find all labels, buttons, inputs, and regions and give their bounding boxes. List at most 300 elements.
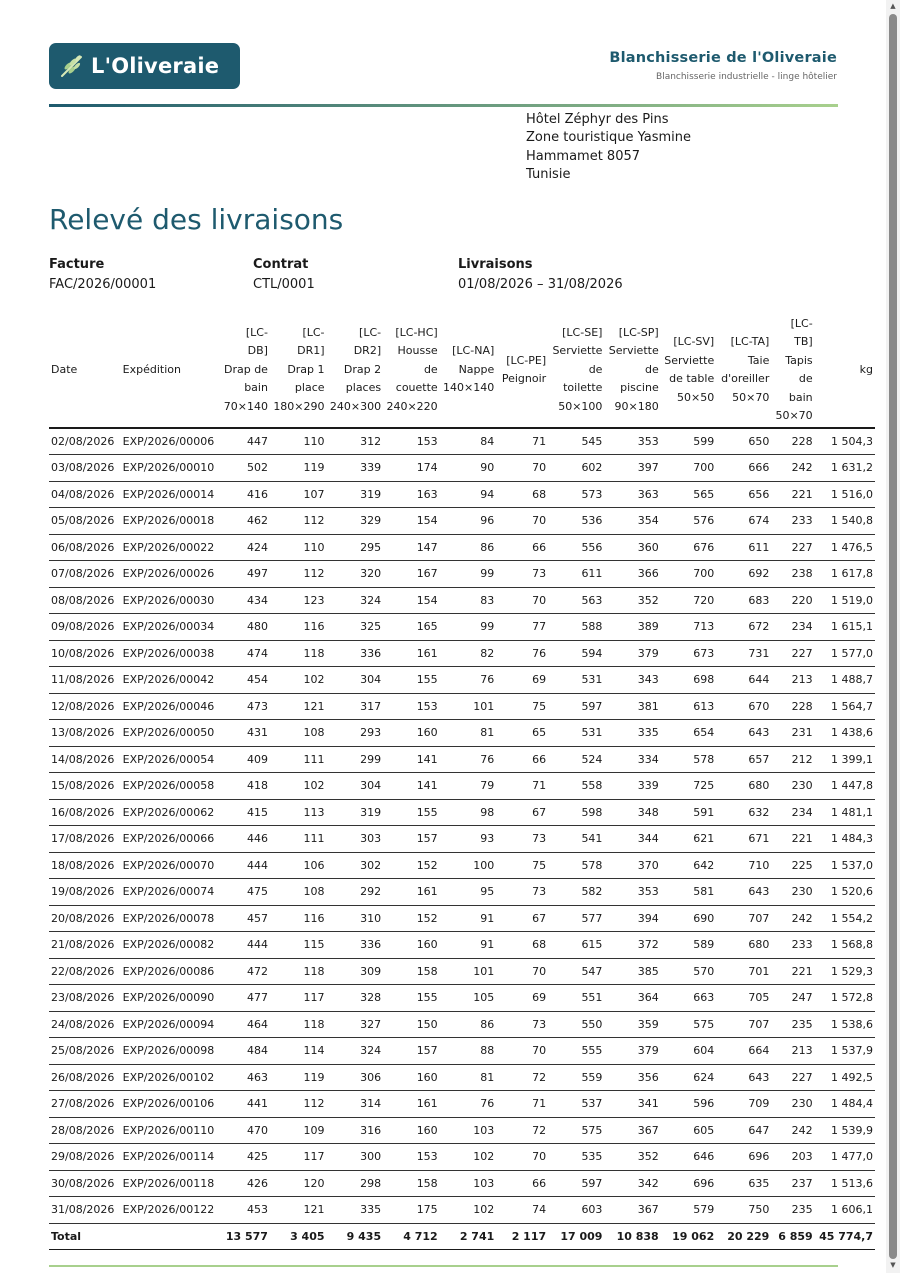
table-cell: 692 <box>716 561 771 588</box>
table-cell: 328 <box>327 985 384 1012</box>
table-cell: 152 <box>383 852 440 879</box>
table-cell: 221 <box>771 958 814 985</box>
table-cell: 09/08/2026 <box>49 614 121 641</box>
table-cell: 147 <box>383 534 440 561</box>
table-cell: 367 <box>604 1117 660 1144</box>
table-cell: 611 <box>548 561 604 588</box>
table-row <box>49 879 875 906</box>
table-cell: 117 <box>270 985 327 1012</box>
table-cell: 615 <box>548 932 604 959</box>
table-cell: 121 <box>270 1197 327 1224</box>
table-cell: 709 <box>716 1091 771 1118</box>
total-cell: 19 062 <box>661 1223 717 1250</box>
table-row <box>49 720 875 747</box>
table-cell: 18/08/2026 <box>49 852 121 879</box>
contrat-value: CTL/0001 <box>253 277 315 292</box>
livraisons-value: 01/08/2026 – 31/08/2026 <box>458 277 623 292</box>
table-cell: 86 <box>440 1011 497 1038</box>
livraisons-label: Livraisons <box>458 257 533 272</box>
table-cell: 394 <box>604 905 660 932</box>
table-cell: 103 <box>440 1170 497 1197</box>
table-cell: 76 <box>440 667 497 694</box>
table-cell: 77 <box>496 614 548 641</box>
table-row <box>49 667 875 694</box>
page-title: Relevé des livraisons <box>49 203 344 236</box>
table-cell: 1 484,3 <box>815 826 875 853</box>
scroll-down-arrow-icon[interactable]: ▼ <box>890 1261 896 1269</box>
total-cell <box>121 1223 221 1250</box>
table-cell: 100 <box>440 852 497 879</box>
table-cell: 304 <box>327 773 384 800</box>
column-header-line: 50×70 <box>732 390 770 404</box>
table-cell: 98 <box>440 799 497 826</box>
table-cell: 707 <box>716 905 771 932</box>
table-cell: 76 <box>496 640 548 667</box>
table-cell: 700 <box>661 561 717 588</box>
table-cell: 473 <box>220 693 270 720</box>
recipient-name: Hôtel Zéphyr des Pins <box>526 112 669 127</box>
column-header-line: couette <box>395 381 438 395</box>
table-cell: EXP/2026/00106 <box>121 1091 221 1118</box>
table-cell: 602 <box>548 455 604 482</box>
table-cell: 720 <box>661 587 717 614</box>
table-cell: 120 <box>270 1170 327 1197</box>
table-cell: 643 <box>716 1064 771 1091</box>
table-cell: 464 <box>220 1011 270 1038</box>
table-cell: 75 <box>496 693 548 720</box>
table-cell: 462 <box>220 508 270 535</box>
table-cell: 385 <box>604 958 660 985</box>
table-cell: 157 <box>383 826 440 853</box>
table-cell: 1 516,0 <box>815 481 875 508</box>
table-cell: 72 <box>496 1064 548 1091</box>
table-cell: 348 <box>604 799 660 826</box>
table-cell: 103 <box>440 1117 497 1144</box>
table-cell: 698 <box>661 667 717 694</box>
table-cell: 611 <box>716 534 771 561</box>
table-cell: 303 <box>327 826 384 853</box>
table-cell: EXP/2026/00026 <box>121 561 221 588</box>
table-cell: 599 <box>661 428 717 455</box>
table-cell: 160 <box>383 1064 440 1091</box>
table-cell: 672 <box>716 614 771 641</box>
table-cell: 360 <box>604 534 660 561</box>
table-row <box>49 614 875 641</box>
table-cell: 74 <box>496 1197 548 1224</box>
table-row <box>49 799 875 826</box>
table-cell: 70 <box>496 958 548 985</box>
table-cell: 1 564,7 <box>815 693 875 720</box>
table-cell: 12/08/2026 <box>49 693 121 720</box>
table-cell: 497 <box>220 561 270 588</box>
total-cell: 45 774,7 <box>815 1223 875 1250</box>
column-header <box>49 313 121 428</box>
table-row <box>49 1144 875 1171</box>
table-cell: EXP/2026/00022 <box>121 534 221 561</box>
table-cell: 480 <box>220 614 270 641</box>
table-cell: 221 <box>771 481 814 508</box>
table-cell: 247 <box>771 985 814 1012</box>
table-row <box>49 905 875 932</box>
table-cell: 453 <box>220 1197 270 1224</box>
table-cell: 101 <box>440 958 497 985</box>
table-cell: 541 <box>548 826 604 853</box>
table-cell: 314 <box>327 1091 384 1118</box>
table-cell: 102 <box>440 1144 497 1171</box>
table-cell: 409 <box>220 746 270 773</box>
table-cell: 227 <box>771 534 814 561</box>
table-cell: 646 <box>661 1144 717 1171</box>
table-cell: 73 <box>496 561 548 588</box>
table-cell: 1 520,6 <box>815 879 875 906</box>
table-cell: 312 <box>327 428 384 455</box>
table-cell: 418 <box>220 773 270 800</box>
table-cell: 1 504,3 <box>815 428 875 455</box>
table-cell: 118 <box>270 958 327 985</box>
table-cell: 230 <box>771 1091 814 1118</box>
table-cell: 119 <box>270 1064 327 1091</box>
table-cell: EXP/2026/00070 <box>121 852 221 879</box>
table-row <box>49 1091 875 1118</box>
table-cell: 11/08/2026 <box>49 667 121 694</box>
table-cell: 696 <box>716 1144 771 1171</box>
table-cell: 550 <box>548 1011 604 1038</box>
table-cell: 531 <box>548 720 604 747</box>
table-cell: 1 519,0 <box>815 587 875 614</box>
table-cell: 02/08/2026 <box>49 428 121 455</box>
table-cell: 227 <box>771 1064 814 1091</box>
table-cell: 596 <box>661 1091 717 1118</box>
table-cell: 235 <box>771 1197 814 1224</box>
table-cell: 334 <box>604 746 660 773</box>
column-header-line: toilette <box>563 381 603 395</box>
scroll-up-arrow-icon[interactable]: ▲ <box>890 2 896 10</box>
table-cell: 69 <box>496 985 548 1012</box>
table-cell: 76 <box>440 746 497 773</box>
table-cell: 228 <box>771 693 814 720</box>
table-cell: 76 <box>440 1091 497 1118</box>
table-cell: EXP/2026/00086 <box>121 958 221 985</box>
table-cell: 22/08/2026 <box>49 958 121 985</box>
table-cell: 327 <box>327 1011 384 1038</box>
table-cell: 1 537,0 <box>815 852 875 879</box>
table-cell: 356 <box>604 1064 660 1091</box>
table-cell: 555 <box>548 1038 604 1065</box>
table-cell: 81 <box>440 720 497 747</box>
table-cell: 558 <box>548 773 604 800</box>
contrat-label: Contrat <box>253 257 309 272</box>
table-cell: 242 <box>771 455 814 482</box>
table-cell: 339 <box>327 455 384 482</box>
table-cell: 576 <box>661 508 717 535</box>
table-cell: 674 <box>716 508 771 535</box>
company-name: Blanchisserie de l'Oliveraie <box>609 50 837 66</box>
table-cell: 379 <box>604 640 660 667</box>
table-cell: EXP/2026/00034 <box>121 614 221 641</box>
table-cell: 99 <box>440 561 497 588</box>
table-cell: 117 <box>270 1144 327 1171</box>
column-header-line: Nappe <box>458 362 495 376</box>
table-row <box>49 1117 875 1144</box>
column-header-line: [LC- <box>790 316 813 330</box>
table-cell: 454 <box>220 667 270 694</box>
table-cell: EXP/2026/00082 <box>121 932 221 959</box>
table-cell: 589 <box>661 932 717 959</box>
olive-branch-icon <box>59 53 85 79</box>
table-cell: 1 606,1 <box>815 1197 875 1224</box>
table-cell: 591 <box>661 799 717 826</box>
table-cell: 353 <box>604 428 660 455</box>
table-cell: 650 <box>716 428 771 455</box>
table-cell: 93 <box>440 826 497 853</box>
table-cell: 160 <box>383 1117 440 1144</box>
total-cell: 2 741 <box>440 1223 497 1250</box>
table-cell: 29/08/2026 <box>49 1144 121 1171</box>
table-cell: 69 <box>496 667 548 694</box>
table-cell: EXP/2026/00102 <box>121 1064 221 1091</box>
facture-value: FAC/2026/00001 <box>49 277 157 292</box>
column-header-line: Serviette <box>552 344 603 358</box>
table-cell: 1 537,9 <box>815 1038 875 1065</box>
column-header <box>661 313 717 428</box>
table-cell: 359 <box>604 1011 660 1038</box>
table-cell: 66 <box>496 534 548 561</box>
table-row <box>49 640 875 667</box>
meta-facture <box>49 257 156 292</box>
table-cell: 320 <box>327 561 384 588</box>
table-cell: 535 <box>548 1144 604 1171</box>
total-cell: 10 838 <box>604 1223 660 1250</box>
total-cell: 13 577 <box>220 1223 270 1250</box>
meta-livraisons <box>458 257 623 292</box>
table-cell: 21/08/2026 <box>49 932 121 959</box>
table-cell: 1 438,6 <box>815 720 875 747</box>
table-cell: 68 <box>496 481 548 508</box>
table-cell: 477 <box>220 985 270 1012</box>
table-cell: 324 <box>327 1038 384 1065</box>
table-cell: 68 <box>496 932 548 959</box>
column-header-line: [LC-SP] <box>618 325 659 339</box>
table-cell: 556 <box>548 534 604 561</box>
table-cell: 15/08/2026 <box>49 773 121 800</box>
column-header-line: de <box>423 362 438 376</box>
column-header-line: de <box>644 362 659 376</box>
table-cell: 175 <box>383 1197 440 1224</box>
table-cell: 94 <box>440 481 497 508</box>
table-cell: 28/08/2026 <box>49 1117 121 1144</box>
table-cell: EXP/2026/00038 <box>121 640 221 667</box>
table-cell: 05/08/2026 <box>49 508 121 535</box>
table-cell: 379 <box>604 1038 660 1065</box>
table-cell: 474 <box>220 640 270 667</box>
table-cell: 152 <box>383 905 440 932</box>
table-cell: EXP/2026/00010 <box>121 455 221 482</box>
table-row <box>49 1038 875 1065</box>
table-cell: 621 <box>661 826 717 853</box>
column-header-line: [LC-HC] <box>395 325 438 339</box>
table-cell: 336 <box>327 932 384 959</box>
table-cell: 107 <box>270 481 327 508</box>
scrollbar-thumb[interactable] <box>889 14 897 1259</box>
table-cell: 165 <box>383 614 440 641</box>
table-cell: 578 <box>661 746 717 773</box>
column-header-line: Housse <box>397 344 438 358</box>
column-header <box>383 313 440 428</box>
table-cell: 295 <box>327 534 384 561</box>
table-cell: 70 <box>496 587 548 614</box>
table-cell: 141 <box>383 746 440 773</box>
table-cell: 1 540,8 <box>815 508 875 535</box>
table-cell: 167 <box>383 561 440 588</box>
total-cell: 4 712 <box>383 1223 440 1250</box>
column-header-line: 240×220 <box>386 399 438 413</box>
table-cell: 108 <box>270 720 327 747</box>
table-cell: 1 492,5 <box>815 1064 875 1091</box>
table-cell: 1 568,8 <box>815 932 875 959</box>
table-cell: 112 <box>270 561 327 588</box>
table-cell: 705 <box>716 985 771 1012</box>
column-header-line: [LC- <box>359 325 382 339</box>
table-cell: 70 <box>496 455 548 482</box>
table-cell: EXP/2026/00074 <box>121 879 221 906</box>
table-cell: 647 <box>716 1117 771 1144</box>
table-cell: EXP/2026/00062 <box>121 799 221 826</box>
table-cell: 153 <box>383 1144 440 1171</box>
table-cell: 03/08/2026 <box>49 455 121 482</box>
table-row <box>49 1064 875 1091</box>
table-cell: 114 <box>270 1038 327 1065</box>
meta-contrat <box>253 257 315 292</box>
table-cell: 431 <box>220 720 270 747</box>
table-cell: 71 <box>496 428 548 455</box>
column-header-line: 50×50 <box>677 390 715 404</box>
table-cell: 160 <box>383 720 440 747</box>
table-cell: 397 <box>604 455 660 482</box>
column-header <box>327 313 384 428</box>
table-cell: 578 <box>548 852 604 879</box>
total-cell: 2 117 <box>496 1223 548 1250</box>
table-cell: 325 <box>327 614 384 641</box>
company-logo <box>49 43 240 89</box>
table-row <box>49 428 875 455</box>
table-cell: 344 <box>604 826 660 853</box>
table-cell: 112 <box>270 1091 327 1118</box>
table-cell: 31/08/2026 <box>49 1197 121 1224</box>
table-cell: 101 <box>440 693 497 720</box>
column-header-line: [LC- <box>245 325 268 339</box>
table-cell: 71 <box>496 1091 548 1118</box>
table-row <box>49 826 875 853</box>
table-cell: 426 <box>220 1170 270 1197</box>
table-cell: 1 447,8 <box>815 773 875 800</box>
table-cell: 155 <box>383 667 440 694</box>
column-header-line: place <box>294 381 325 395</box>
table-cell: 317 <box>327 693 384 720</box>
table-cell: 67 <box>496 905 548 932</box>
table-cell: 73 <box>496 826 548 853</box>
table-cell: 597 <box>548 693 604 720</box>
table-cell: 82 <box>440 640 497 667</box>
table-cell: 680 <box>716 932 771 959</box>
column-header-line: [LC-SV] <box>673 335 715 348</box>
table-cell: 339 <box>604 773 660 800</box>
table-cell: 16/08/2026 <box>49 799 121 826</box>
table-cell: 324 <box>327 587 384 614</box>
table-cell: 19/08/2026 <box>49 879 121 906</box>
table-cell: 643 <box>716 879 771 906</box>
table-cell: 581 <box>661 879 717 906</box>
table-cell: 1 539,9 <box>815 1117 875 1144</box>
table-cell: 683 <box>716 587 771 614</box>
table-cell: 23/08/2026 <box>49 985 121 1012</box>
vertical-scrollbar[interactable] <box>886 0 900 1273</box>
table-cell: 343 <box>604 667 660 694</box>
table-cell: 588 <box>548 614 604 641</box>
total-cell: 20 229 <box>716 1223 771 1250</box>
table-row <box>49 958 875 985</box>
table-cell: 20/08/2026 <box>49 905 121 932</box>
total-cell: Total <box>49 1223 121 1250</box>
table-cell: 153 <box>383 428 440 455</box>
table-cell: 605 <box>661 1117 717 1144</box>
table-cell: 700 <box>661 455 717 482</box>
table-cell: 545 <box>548 428 604 455</box>
table-cell: 213 <box>771 1038 814 1065</box>
table-cell: 547 <box>548 958 604 985</box>
table-cell: 112 <box>270 508 327 535</box>
table-cell: 573 <box>548 481 604 508</box>
table-cell: 115 <box>270 932 327 959</box>
table-cell: 91 <box>440 905 497 932</box>
column-header-line: places <box>345 381 382 395</box>
total-cell: 6 859 <box>771 1223 814 1250</box>
table-cell: 643 <box>716 720 771 747</box>
table-cell: 1 488,7 <box>815 667 875 694</box>
table-cell: 10/08/2026 <box>49 640 121 667</box>
table-cell: 502 <box>220 455 270 482</box>
table-cell: 707 <box>716 1011 771 1038</box>
column-header-line: Drap 2 <box>343 362 382 376</box>
column-header-line: [LC-SE] <box>562 325 603 339</box>
table-cell: 123 <box>270 587 327 614</box>
table-cell: 230 <box>771 773 814 800</box>
table-cell: 221 <box>771 826 814 853</box>
table-cell: 111 <box>270 826 327 853</box>
table-cell: 14/08/2026 <box>49 746 121 773</box>
recipient-line3: Hammamet 8057 <box>526 148 641 164</box>
column-header-line: Taie <box>747 353 770 367</box>
column-header-line: TB] <box>794 335 813 348</box>
table-cell: 656 <box>716 481 771 508</box>
table-cell: 696 <box>661 1170 717 1197</box>
table-cell: 26/08/2026 <box>49 1064 121 1091</box>
table-cell: 1 476,5 <box>815 534 875 561</box>
column-header <box>270 313 327 428</box>
table-cell: EXP/2026/00042 <box>121 667 221 694</box>
table-cell: 475 <box>220 879 270 906</box>
table-cell: 666 <box>716 455 771 482</box>
table-cell: 594 <box>548 640 604 667</box>
table-cell: 161 <box>383 1091 440 1118</box>
table-cell: EXP/2026/00094 <box>121 1011 221 1038</box>
table-cell: 27/08/2026 <box>49 1091 121 1118</box>
table-cell: 551 <box>548 985 604 1012</box>
table-cell: 13/08/2026 <box>49 720 121 747</box>
table-cell: 203 <box>771 1144 814 1171</box>
column-header-line: Expédition <box>122 362 181 376</box>
column-header-line: 50×100 <box>558 399 603 413</box>
table-cell: 227 <box>771 640 814 667</box>
